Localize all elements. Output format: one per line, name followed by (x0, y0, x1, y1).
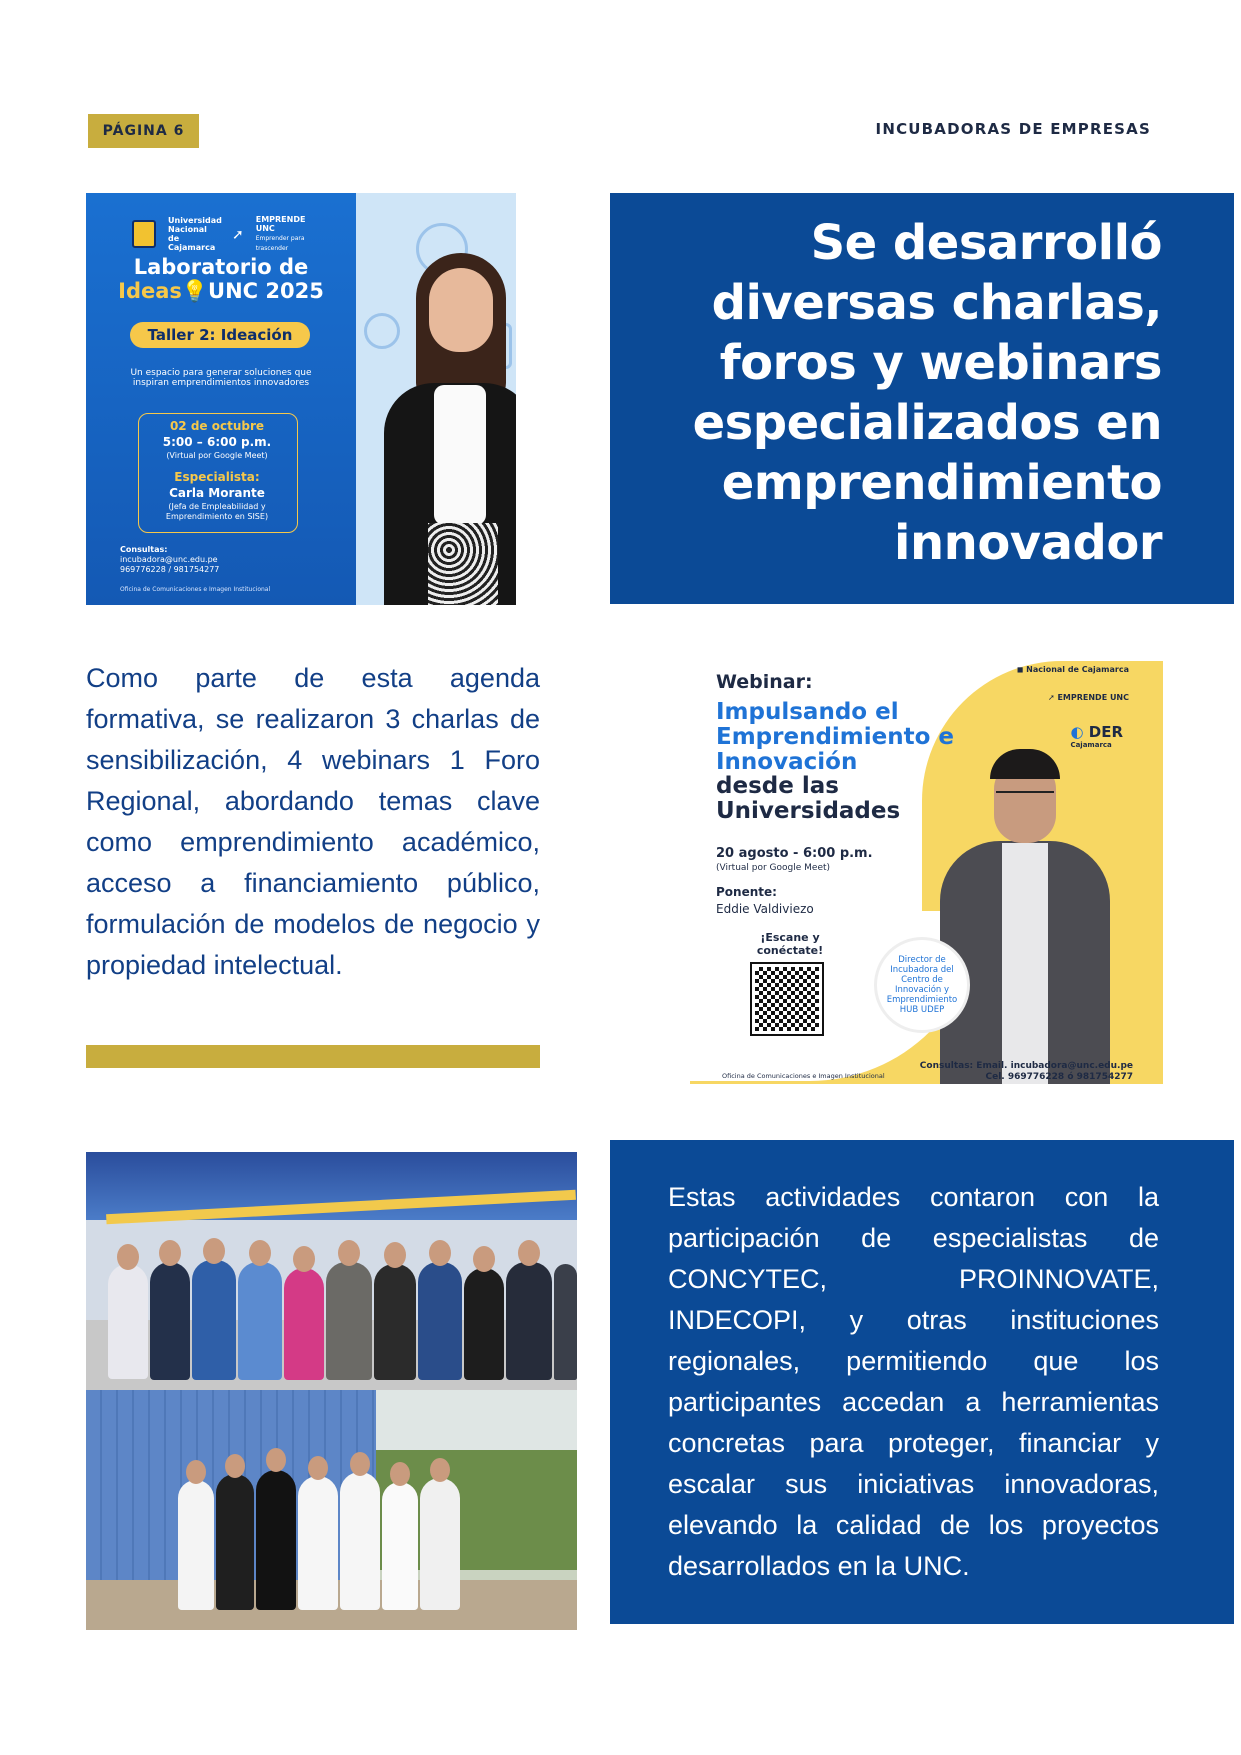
specialist-name: Carla Morante (169, 486, 265, 500)
gold-divider (86, 1045, 540, 1068)
event-mode: (Virtual por Google Meet) (166, 451, 268, 460)
webinar-contact: Consultas: Email. incubadora@unc.edu.pe Cel. 969776228 ó 981754277 (919, 1061, 1133, 1082)
page-number-badge: PÁGINA 6 (88, 114, 199, 148)
body-paragraph-1: Como parte de esta agenda formativa, se realizaron 3 charlas de sensibilización, 4 webinars 1 Foro Regional, abordando temas clave como emprendimiento académico, acceso a financiamiento público, formulación de modelos de negocio y propiedad intelectual. (86, 663, 540, 980)
webinar-label: Webinar: (716, 671, 813, 693)
webinar-footer: Oficina de Comunicaciones e Imagen Institucional (722, 1072, 885, 1080)
webinar-poster (690, 661, 1163, 1084)
specialist-role: (Jefa de Empleabilidad y Emprendimiento en SISE) (165, 502, 269, 521)
der-logo: ◐ DER Cajamarca (1070, 723, 1123, 749)
event-time: 5:00 – 6:00 p.m. (162, 435, 272, 449)
rocket-icon: ➚ (232, 225, 244, 242)
info-panel (610, 1140, 1234, 1624)
group-photo-outdoor (86, 1390, 577, 1630)
webinar-date: 20 agosto - 6:00 p.m. (716, 846, 873, 861)
scan-prompt: ¡Escane y conéctate! (756, 931, 824, 957)
poster-footer: Oficina de Comunicaciones e Imagen Institucional (120, 586, 271, 593)
body-paragraph-2: Estas actividades contaron con la participación de especialistas de CONCYTEC, PROINNOVATE, INDECOPI, y otras instituciones regionales, permitiendo que los participantes accedan a herramientas concretas para proteger, financiar y escalar sus iniciativas innovadoras, elevando la calidad de los proyectos desarrollados en la UNC. (668, 1182, 1159, 1581)
university-logo: ◼ Nacional de Cajamarca (1016, 665, 1129, 674)
poster-subtitle: Un espacio para generar soluciones que inspiran emprendimientos innovadores (130, 368, 312, 388)
program-logo: EMPRENDE UNC Emprender para trascender (255, 215, 306, 252)
workshop-pill: Taller 2: Ideación (130, 322, 310, 348)
poster-logos (132, 215, 326, 253)
university-logo-text: Universidad Nacional de Cajamarca (168, 216, 222, 252)
headline: Se desarrolló diversas charlas, foros y webinars especializados en emprendimiento innovador (692, 215, 1162, 571)
university-seal-icon: ◼ (1016, 665, 1027, 674)
rocket-icon: ➚ (1047, 693, 1058, 702)
university-seal-icon (132, 220, 156, 248)
headline-panel (610, 193, 1234, 604)
specialist-label: Especialista: (174, 470, 260, 484)
webinar-mode: (Virtual por Google Meet) (716, 863, 831, 873)
speaker-label: Ponente: (716, 885, 777, 899)
lightbulb-icon: 💡 (181, 279, 209, 303)
speaker-role-badge: Director de Incubadora del Centro de Innovación y Emprendimiento HUB UDEP (874, 937, 970, 1033)
event-poster-ideas (86, 193, 516, 605)
gear-icon (364, 313, 400, 349)
program-logo: ➚ EMPRENDE UNC (1047, 693, 1129, 702)
group-photo-indoor (86, 1152, 577, 1390)
poster-title: Laboratorio de Ideas💡UNC 2025 (118, 255, 324, 303)
poster-contact: Consultas: incubadora@unc.edu.pe 969776228 / 981754277 (120, 545, 220, 574)
webinar-title-a: Impulsando el Emprendimiento e Innovación (716, 699, 955, 775)
section-title: INCUBADORAS DE EMPRESAS (875, 120, 1151, 138)
der-swirl-icon: ◐ (1070, 723, 1089, 741)
speaker-name: Eddie Valdiviezo (716, 902, 814, 916)
webinar-title-b: desde las Universidades (716, 773, 901, 824)
qr-code-icon (752, 964, 822, 1034)
event-date: 02 de octubre (169, 419, 265, 433)
